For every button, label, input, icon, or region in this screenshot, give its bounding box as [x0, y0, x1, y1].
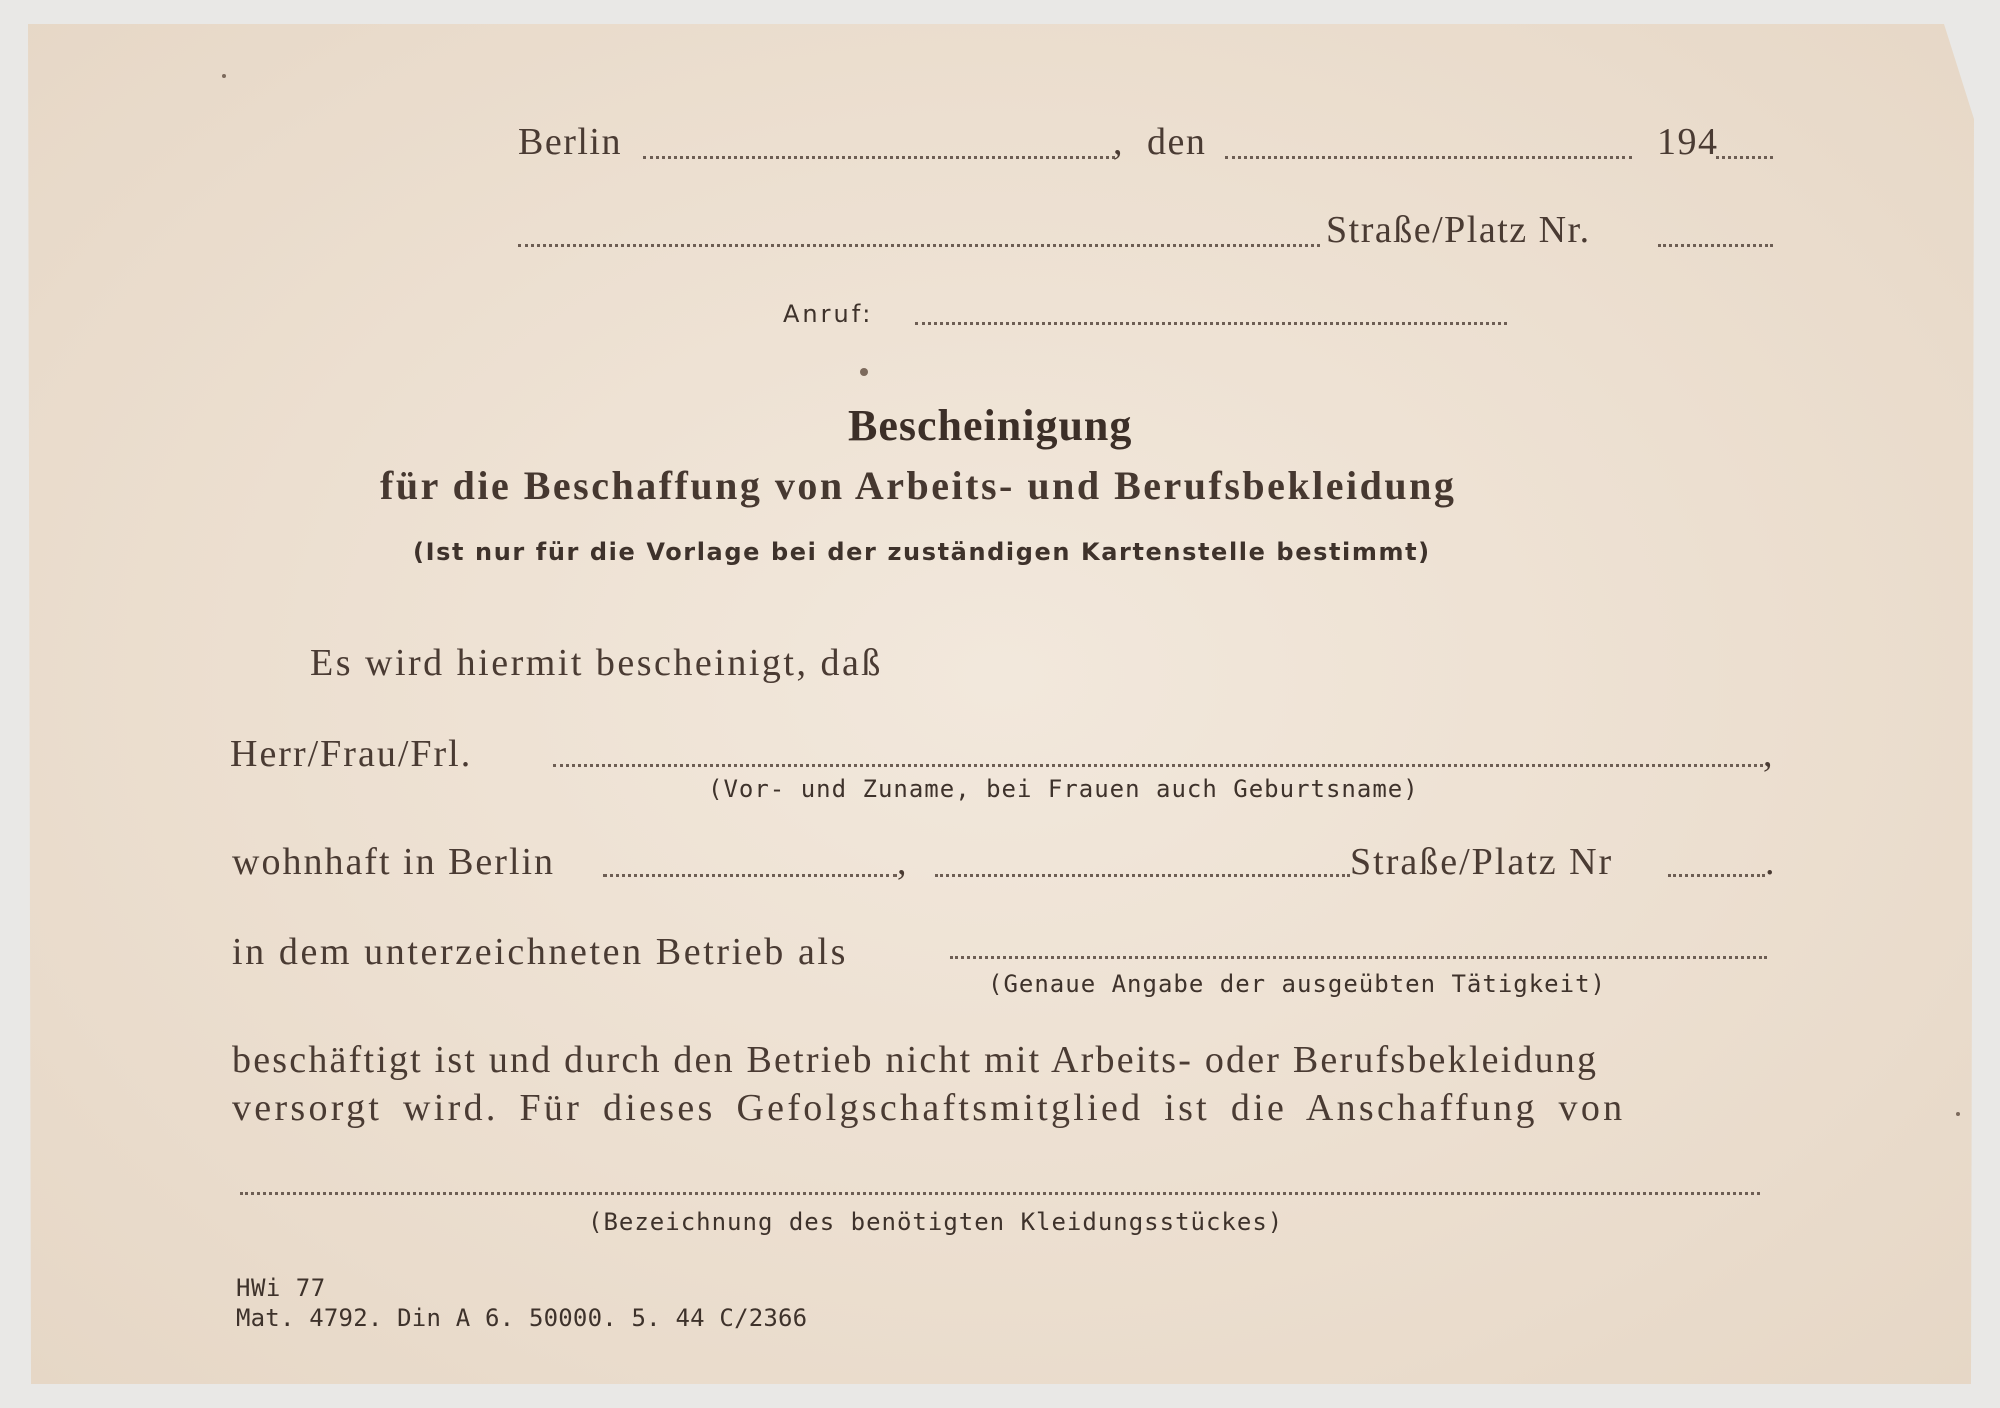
street-label: Straße/Platz Nr.: [1326, 209, 1591, 251]
paper-blemish: [1956, 1112, 1960, 1116]
job-hint: (Genaue Angabe der ausgeübten Tätigkeit): [988, 970, 1606, 998]
job-fill-line[interactable]: [950, 956, 1767, 959]
residence-fill-line[interactable]: [603, 874, 897, 877]
residence-label: wohnhaft in Berlin: [232, 841, 556, 883]
city-label: Berlin: [518, 121, 622, 163]
form-code: HWi 77: [236, 1274, 326, 1302]
form-paper: [28, 24, 1974, 1384]
den-label: den: [1147, 121, 1207, 163]
clothing-item-fill-line[interactable]: [240, 1192, 1760, 1195]
year-fill-line[interactable]: [1716, 156, 1773, 159]
person-label: Herr/Frau/Frl.: [230, 733, 473, 775]
intro-text: Es wird hiermit bescheinigt, daß: [310, 642, 883, 684]
residence-period: .: [1765, 841, 1776, 883]
body-line-1: beschäftigt ist und durch den Betrieb nicht mit Arbeits- oder Berufsbekleidung: [232, 1039, 1599, 1081]
paper-blemish: [860, 368, 868, 376]
document-note: (Ist nur für die Vorlage bei der zuständigen Kartenstelle bestimmt): [413, 538, 1431, 566]
print-info: Mat. 4792. Din A 6. 50000. 5. 44 C/2366: [236, 1304, 808, 1332]
person-hint: (Vor- und Zuname, bei Frauen auch Geburtsname): [708, 775, 1419, 803]
item-hint: (Bezeichnung des benötigten Kleidungsstückes): [588, 1208, 1284, 1236]
paper-blemish: [222, 74, 226, 78]
person-name-fill-line[interactable]: [553, 764, 1763, 767]
body-line-2: versorgt wird. Für dieses Gefolgschaftsmitglied ist die Anschaffung von: [232, 1087, 1626, 1129]
year-prefix: 194: [1657, 121, 1719, 163]
person-comma: ,: [1763, 733, 1774, 775]
residence-street-fill-line[interactable]: [935, 874, 1350, 877]
city-fill-line[interactable]: [643, 156, 1115, 159]
residence-number-fill-line[interactable]: [1668, 874, 1765, 877]
street-fill-line[interactable]: [518, 244, 1320, 247]
residence-street-label: Straße/Platz Nr: [1350, 841, 1614, 883]
document-title: Bescheinigung: [848, 401, 1133, 450]
date-fill-line[interactable]: [1225, 156, 1632, 159]
document-subtitle: für die Beschaffung von Arbeits- und Berufsbekleidung: [380, 463, 1457, 508]
city-comma: ,: [1113, 121, 1124, 163]
street-number-fill-line[interactable]: [1658, 244, 1773, 247]
phone-fill-line[interactable]: [915, 322, 1507, 325]
phone-label: Anruf:: [783, 300, 874, 328]
residence-comma: ,: [897, 841, 908, 883]
job-label: in dem unterzeichneten Betrieb als: [232, 931, 848, 973]
